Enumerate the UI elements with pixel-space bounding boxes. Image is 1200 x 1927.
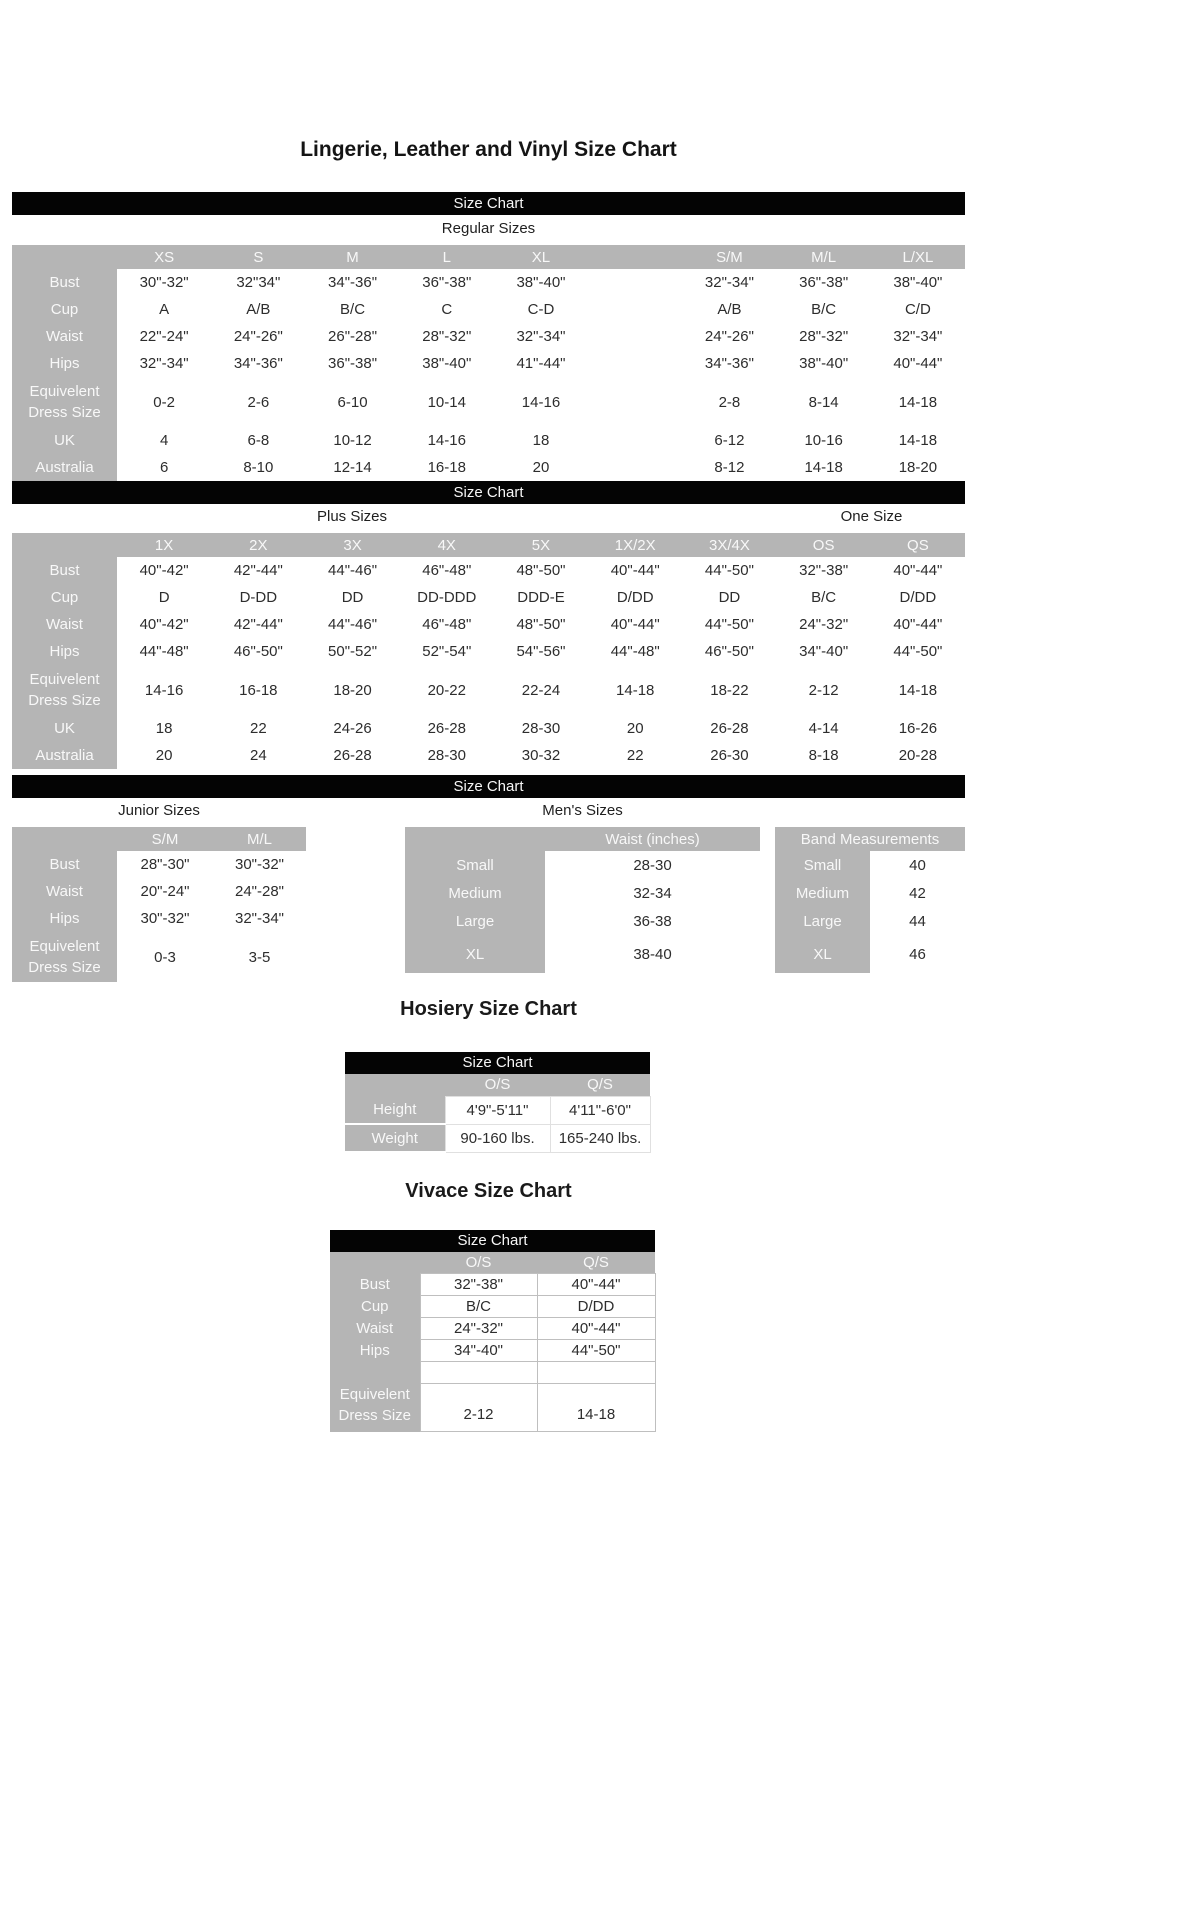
row-label: Equivelent Dress Size <box>12 665 117 715</box>
size-cell: 36"-38" <box>305 350 399 377</box>
size-cell <box>588 377 682 427</box>
row-label: Bust <box>12 557 117 584</box>
size-cell: 40"-44" <box>537 1274 655 1296</box>
column-header <box>12 533 117 557</box>
size-cell: 18-22 <box>682 665 776 715</box>
column-header: 1X <box>117 533 211 557</box>
row-label: Waist <box>12 323 117 350</box>
size-cell: 2-12 <box>777 665 871 715</box>
row-label: XL <box>775 935 870 973</box>
size-cell: 4-14 <box>777 715 871 742</box>
row-label: Hips <box>12 638 117 665</box>
header-row <box>12 827 306 851</box>
table-row <box>330 1340 655 1362</box>
size-cell: 54"-56" <box>494 638 588 665</box>
size-cell: 44"-46" <box>305 611 399 638</box>
size-cell <box>588 427 682 454</box>
vivace-grid <box>330 1252 656 1432</box>
size-cell: 36-38 <box>545 907 760 935</box>
size-cell: 26-28 <box>682 715 776 742</box>
row-label <box>330 1362 420 1384</box>
header-row <box>330 1252 655 1274</box>
size-cell: 16-18 <box>211 665 305 715</box>
size-cell: 40"-44" <box>871 350 965 377</box>
row-label: Waist <box>12 878 117 905</box>
table-row <box>12 905 306 932</box>
row-label: Large <box>775 907 870 935</box>
size-chart-bar: Size Chart <box>12 192 965 215</box>
page-title: Lingerie, Leather and Vinyl Size Chart <box>300 138 677 161</box>
column-header: Band Measurements <box>775 827 965 851</box>
row-label: Equivelent Dress Size <box>12 377 117 427</box>
row-label: Medium <box>775 879 870 907</box>
size-cell: B/C <box>305 296 399 323</box>
row-label: Hips <box>12 350 117 377</box>
size-cell: B/C <box>777 584 871 611</box>
column-header: L/XL <box>871 245 965 269</box>
size-cell: 16-26 <box>871 715 965 742</box>
regular-sizes-grid <box>12 245 965 481</box>
size-cell: 42"-44" <box>211 557 305 584</box>
size-cell: 28"-32" <box>400 323 494 350</box>
column-header: S/M <box>117 827 213 851</box>
size-cell: A/B <box>211 296 305 323</box>
hosiery-grid <box>345 1074 651 1153</box>
size-cell: 44"-48" <box>117 638 211 665</box>
column-header: Q/S <box>537 1252 655 1274</box>
table-row <box>12 851 306 878</box>
hosiery-title: Hosiery Size Chart <box>400 998 577 1020</box>
size-cell: DDD-E <box>494 584 588 611</box>
size-cell: 6-8 <box>211 427 305 454</box>
size-cell: D/DD <box>871 584 965 611</box>
row-label: Waist <box>12 611 117 638</box>
size-cell: DD <box>682 584 776 611</box>
size-cell: 24"-26" <box>682 323 776 350</box>
column-header: 3X/4X <box>682 533 776 557</box>
row-label: Cup <box>12 296 117 323</box>
table-row <box>330 1318 655 1340</box>
size-cell: C-D <box>494 296 588 323</box>
column-header: L <box>400 245 494 269</box>
row-label: Australia <box>12 742 117 769</box>
size-cell: 2-8 <box>682 377 776 427</box>
size-cell: 16-18 <box>400 454 494 481</box>
table-row <box>12 350 965 377</box>
size-cell: 30"-32" <box>117 905 213 932</box>
mens-waist-table <box>405 827 760 973</box>
plus-sizes-grid <box>12 533 965 769</box>
size-cell: 14-18 <box>871 665 965 715</box>
size-cell: D/DD <box>537 1296 655 1318</box>
size-cell: 32"-34" <box>871 323 965 350</box>
column-header: S/M <box>682 245 776 269</box>
size-cell: 44"-50" <box>682 611 776 638</box>
column-header: QS <box>871 533 965 557</box>
size-cell: B/C <box>777 296 871 323</box>
size-cell: 41"-44" <box>494 350 588 377</box>
size-cell: 46"-50" <box>211 638 305 665</box>
row-label: Equivelent Dress Size <box>330 1384 420 1432</box>
column-header: Q/S <box>550 1074 650 1096</box>
size-cell: D <box>117 584 211 611</box>
size-cell: 4'11"-6'0" <box>550 1096 650 1124</box>
size-cell: 18-20 <box>871 454 965 481</box>
size-cell: 14-18 <box>588 665 682 715</box>
size-cell: 32"-34" <box>117 350 211 377</box>
size-cell: 2-12 <box>420 1384 537 1432</box>
column-header: 5X <box>494 533 588 557</box>
row-label: Cup <box>330 1296 420 1318</box>
row-label: Small <box>775 851 870 879</box>
size-cell: 32"-34" <box>682 269 776 296</box>
column-header: 3X <box>305 533 399 557</box>
table-row <box>12 377 965 427</box>
table-row <box>330 1296 655 1318</box>
column-header <box>588 245 682 269</box>
size-cell <box>588 269 682 296</box>
row-label: Large <box>405 907 545 935</box>
size-cell: 52"-54" <box>400 638 494 665</box>
size-cell: 22 <box>211 715 305 742</box>
row-label: Equivelent Dress Size <box>12 932 117 982</box>
size-cell: 30-32 <box>494 742 588 769</box>
size-cell: 34"-40" <box>777 638 871 665</box>
size-cell: 28-30 <box>545 851 760 879</box>
size-cell <box>588 296 682 323</box>
size-cell: 30"-32" <box>213 851 306 878</box>
size-cell: 0-2 <box>117 377 211 427</box>
row-label: Bust <box>330 1274 420 1296</box>
size-cell: 10-12 <box>305 427 399 454</box>
hosiery-table <box>345 1052 650 1153</box>
size-cell: 18-20 <box>305 665 399 715</box>
size-cell: 38"-40" <box>400 350 494 377</box>
size-cell: C/D <box>871 296 965 323</box>
size-cell: 20 <box>494 454 588 481</box>
row-label: Australia <box>12 454 117 481</box>
size-cell: 32"-34" <box>494 323 588 350</box>
size-cell: 18 <box>117 715 211 742</box>
header-row <box>345 1074 650 1096</box>
row-label: Waist <box>330 1318 420 1340</box>
row-label: Height <box>345 1096 445 1124</box>
size-cell: DD <box>305 584 399 611</box>
column-header <box>12 827 117 851</box>
size-cell <box>588 323 682 350</box>
size-cell <box>537 1362 655 1384</box>
size-cell: 44"-50" <box>537 1340 655 1362</box>
size-cell: 3-5 <box>213 932 306 982</box>
size-cell: 6-10 <box>305 377 399 427</box>
size-cell: 18 <box>494 427 588 454</box>
size-cell: 34"-40" <box>420 1340 537 1362</box>
size-cell: 40"-42" <box>117 557 211 584</box>
size-cell: 165-240 lbs. <box>550 1124 650 1152</box>
size-cell: 36"-38" <box>400 269 494 296</box>
size-cell: 44"-50" <box>682 557 776 584</box>
row-label: Hips <box>12 905 117 932</box>
mens-band-grid <box>775 827 965 973</box>
section-label-regular-sizes: Regular Sizes <box>441 220 536 237</box>
junior-sizes-table <box>12 827 306 982</box>
column-header <box>345 1074 445 1096</box>
size-cell: 8-12 <box>682 454 776 481</box>
table-row <box>12 584 965 611</box>
size-cell: 46 <box>870 935 965 973</box>
size-cell: 26-28 <box>305 742 399 769</box>
size-cell: DD-DDD <box>400 584 494 611</box>
size-cell: 14-16 <box>400 427 494 454</box>
size-chart-bar: Size Chart <box>12 481 965 504</box>
header-row <box>405 827 760 851</box>
junior-sizes-grid <box>12 827 306 982</box>
column-header: 1X/2X <box>588 533 682 557</box>
section-label-plus-sizes: Plus Sizes <box>316 508 388 525</box>
size-cell: 26-28 <box>400 715 494 742</box>
size-cell: 20 <box>588 715 682 742</box>
plus-sizes-table <box>12 533 965 769</box>
size-cell: 34"-36" <box>211 350 305 377</box>
size-cell: 14-18 <box>537 1384 655 1432</box>
column-header: M/L <box>213 827 306 851</box>
size-cell: 20-28 <box>871 742 965 769</box>
header-row <box>775 827 965 851</box>
size-cell: 40"-44" <box>588 611 682 638</box>
table-row <box>405 935 760 973</box>
table-row <box>405 879 760 907</box>
size-cell: 22 <box>588 742 682 769</box>
row-label: Medium <box>405 879 545 907</box>
size-cell: 40"-42" <box>117 611 211 638</box>
size-cell: 40"-44" <box>588 557 682 584</box>
size-cell: 32"-34" <box>213 905 306 932</box>
row-label: Hips <box>330 1340 420 1362</box>
vivace-table <box>330 1230 655 1432</box>
size-cell: A/B <box>682 296 776 323</box>
column-header: Waist (inches) <box>545 827 760 851</box>
size-cell: 0-3 <box>117 932 213 982</box>
size-cell <box>588 454 682 481</box>
size-cell: 14-16 <box>494 377 588 427</box>
row-label: Small <box>405 851 545 879</box>
row-label: Bust <box>12 269 117 296</box>
table-row <box>12 932 306 982</box>
size-cell: 46"-48" <box>400 557 494 584</box>
table-row <box>12 269 965 296</box>
size-cell: 36"-38" <box>777 269 871 296</box>
table-row <box>12 611 965 638</box>
size-cell: 48"-50" <box>494 557 588 584</box>
size-cell: 38"-40" <box>494 269 588 296</box>
table-row <box>775 935 965 973</box>
row-label: UK <box>12 427 117 454</box>
size-cell: 12-14 <box>305 454 399 481</box>
size-cell: 32"-38" <box>777 557 871 584</box>
size-cell: 10-16 <box>777 427 871 454</box>
size-cell: 24 <box>211 742 305 769</box>
row-label: Cup <box>12 584 117 611</box>
column-header: XL <box>494 245 588 269</box>
size-cell: 6-12 <box>682 427 776 454</box>
size-cell: 42 <box>870 879 965 907</box>
row-label: UK <box>12 715 117 742</box>
size-cell: D-DD <box>211 584 305 611</box>
section-label-one-size: One Size <box>840 508 903 525</box>
table-row <box>345 1096 650 1124</box>
row-label: XL <box>405 935 545 973</box>
size-cell: 32"34" <box>211 269 305 296</box>
table-row <box>12 557 965 584</box>
size-cell: A <box>117 296 211 323</box>
table-row <box>12 427 965 454</box>
size-cell: 28-30 <box>494 715 588 742</box>
column-header: M/L <box>777 245 871 269</box>
vivace-title: Vivace Size Chart <box>405 1180 572 1202</box>
size-cell: 22"-24" <box>117 323 211 350</box>
row-label: Weight <box>345 1124 445 1152</box>
size-cell: 44 <box>870 907 965 935</box>
size-cell: 38"-40" <box>777 350 871 377</box>
size-chart-bar: Size Chart <box>330 1230 655 1252</box>
column-header <box>12 245 117 269</box>
size-cell: 38"-40" <box>871 269 965 296</box>
column-header: XS <box>117 245 211 269</box>
table-row <box>775 907 965 935</box>
size-cell <box>588 350 682 377</box>
column-header: S <box>211 245 305 269</box>
table-row <box>330 1274 655 1296</box>
size-cell: 2-6 <box>211 377 305 427</box>
size-cell: 20-22 <box>400 665 494 715</box>
size-cell: 24"-32" <box>777 611 871 638</box>
size-cell: 14-18 <box>871 427 965 454</box>
size-cell: 20"-24" <box>117 878 213 905</box>
size-cell: 6 <box>117 454 211 481</box>
size-cell: B/C <box>420 1296 537 1318</box>
size-cell: 28-30 <box>400 742 494 769</box>
size-cell: 40"-44" <box>871 611 965 638</box>
table-row <box>345 1124 650 1152</box>
size-cell: 8-10 <box>211 454 305 481</box>
mens-waist-grid <box>405 827 760 973</box>
size-cell: 32-34 <box>545 879 760 907</box>
size-cell: 44"-50" <box>871 638 965 665</box>
mens-band-table <box>775 827 965 973</box>
regular-sizes-table <box>12 245 965 481</box>
size-cell: 14-18 <box>871 377 965 427</box>
size-cell: 90-160 lbs. <box>445 1124 550 1152</box>
column-header: M <box>305 245 399 269</box>
size-cell: 24"-28" <box>213 878 306 905</box>
size-cell: 40"-44" <box>871 557 965 584</box>
table-row <box>12 638 965 665</box>
size-cell: 14-18 <box>777 454 871 481</box>
size-chart-bar: Size Chart <box>345 1052 650 1074</box>
size-cell: 30"-32" <box>117 269 211 296</box>
size-cell: 22-24 <box>494 665 588 715</box>
column-header <box>330 1252 420 1274</box>
size-cell: 28"-30" <box>117 851 213 878</box>
header-row <box>12 533 965 557</box>
size-cell: 10-14 <box>400 377 494 427</box>
column-header: 2X <box>211 533 305 557</box>
size-cell: 48"-50" <box>494 611 588 638</box>
size-cell: 20 <box>117 742 211 769</box>
size-cell: 14-16 <box>117 665 211 715</box>
size-cell: 26"-28" <box>305 323 399 350</box>
size-cell: 8-14 <box>777 377 871 427</box>
table-row <box>330 1384 655 1432</box>
size-cell <box>420 1362 537 1384</box>
table-row <box>775 879 965 907</box>
table-row <box>12 742 965 769</box>
size-cell: 24-26 <box>305 715 399 742</box>
table-row <box>12 715 965 742</box>
table-row <box>12 454 965 481</box>
column-header <box>405 827 545 851</box>
size-cell: 40"-44" <box>537 1318 655 1340</box>
size-cell: 38-40 <box>545 935 760 973</box>
size-chart-bar: Size Chart <box>12 775 965 798</box>
size-cell: 24"-32" <box>420 1318 537 1340</box>
table-row <box>405 907 760 935</box>
size-cell: 42"-44" <box>211 611 305 638</box>
table-row <box>12 296 965 323</box>
header-row <box>12 245 965 269</box>
column-header: O/S <box>445 1074 550 1096</box>
table-row <box>775 851 965 879</box>
row-label: Bust <box>12 851 117 878</box>
column-header: OS <box>777 533 871 557</box>
table-row <box>12 878 306 905</box>
size-cell: 34"-36" <box>682 350 776 377</box>
size-cell: D/DD <box>588 584 682 611</box>
size-cell: 40 <box>870 851 965 879</box>
size-cell: 32"-38" <box>420 1274 537 1296</box>
column-header: 4X <box>400 533 494 557</box>
size-cell: 8-18 <box>777 742 871 769</box>
size-cell: 4 <box>117 427 211 454</box>
size-cell: 4'9"-5'11" <box>445 1096 550 1124</box>
table-row <box>330 1362 655 1384</box>
size-cell: 50"-52" <box>305 638 399 665</box>
table-row <box>12 665 965 715</box>
size-cell: 28"-32" <box>777 323 871 350</box>
size-cell: 44"-46" <box>305 557 399 584</box>
size-cell: 46"-50" <box>682 638 776 665</box>
size-cell: C <box>400 296 494 323</box>
size-cell: 26-30 <box>682 742 776 769</box>
size-cell: 44"-48" <box>588 638 682 665</box>
table-row <box>12 323 965 350</box>
table-row <box>405 851 760 879</box>
size-cell: 34"-36" <box>305 269 399 296</box>
section-label-mens-sizes: Men's Sizes <box>542 802 623 819</box>
column-header: O/S <box>420 1252 537 1274</box>
size-cell: 46"-48" <box>400 611 494 638</box>
section-label-junior-sizes: Junior Sizes <box>118 802 200 819</box>
size-cell: 24"-26" <box>211 323 305 350</box>
